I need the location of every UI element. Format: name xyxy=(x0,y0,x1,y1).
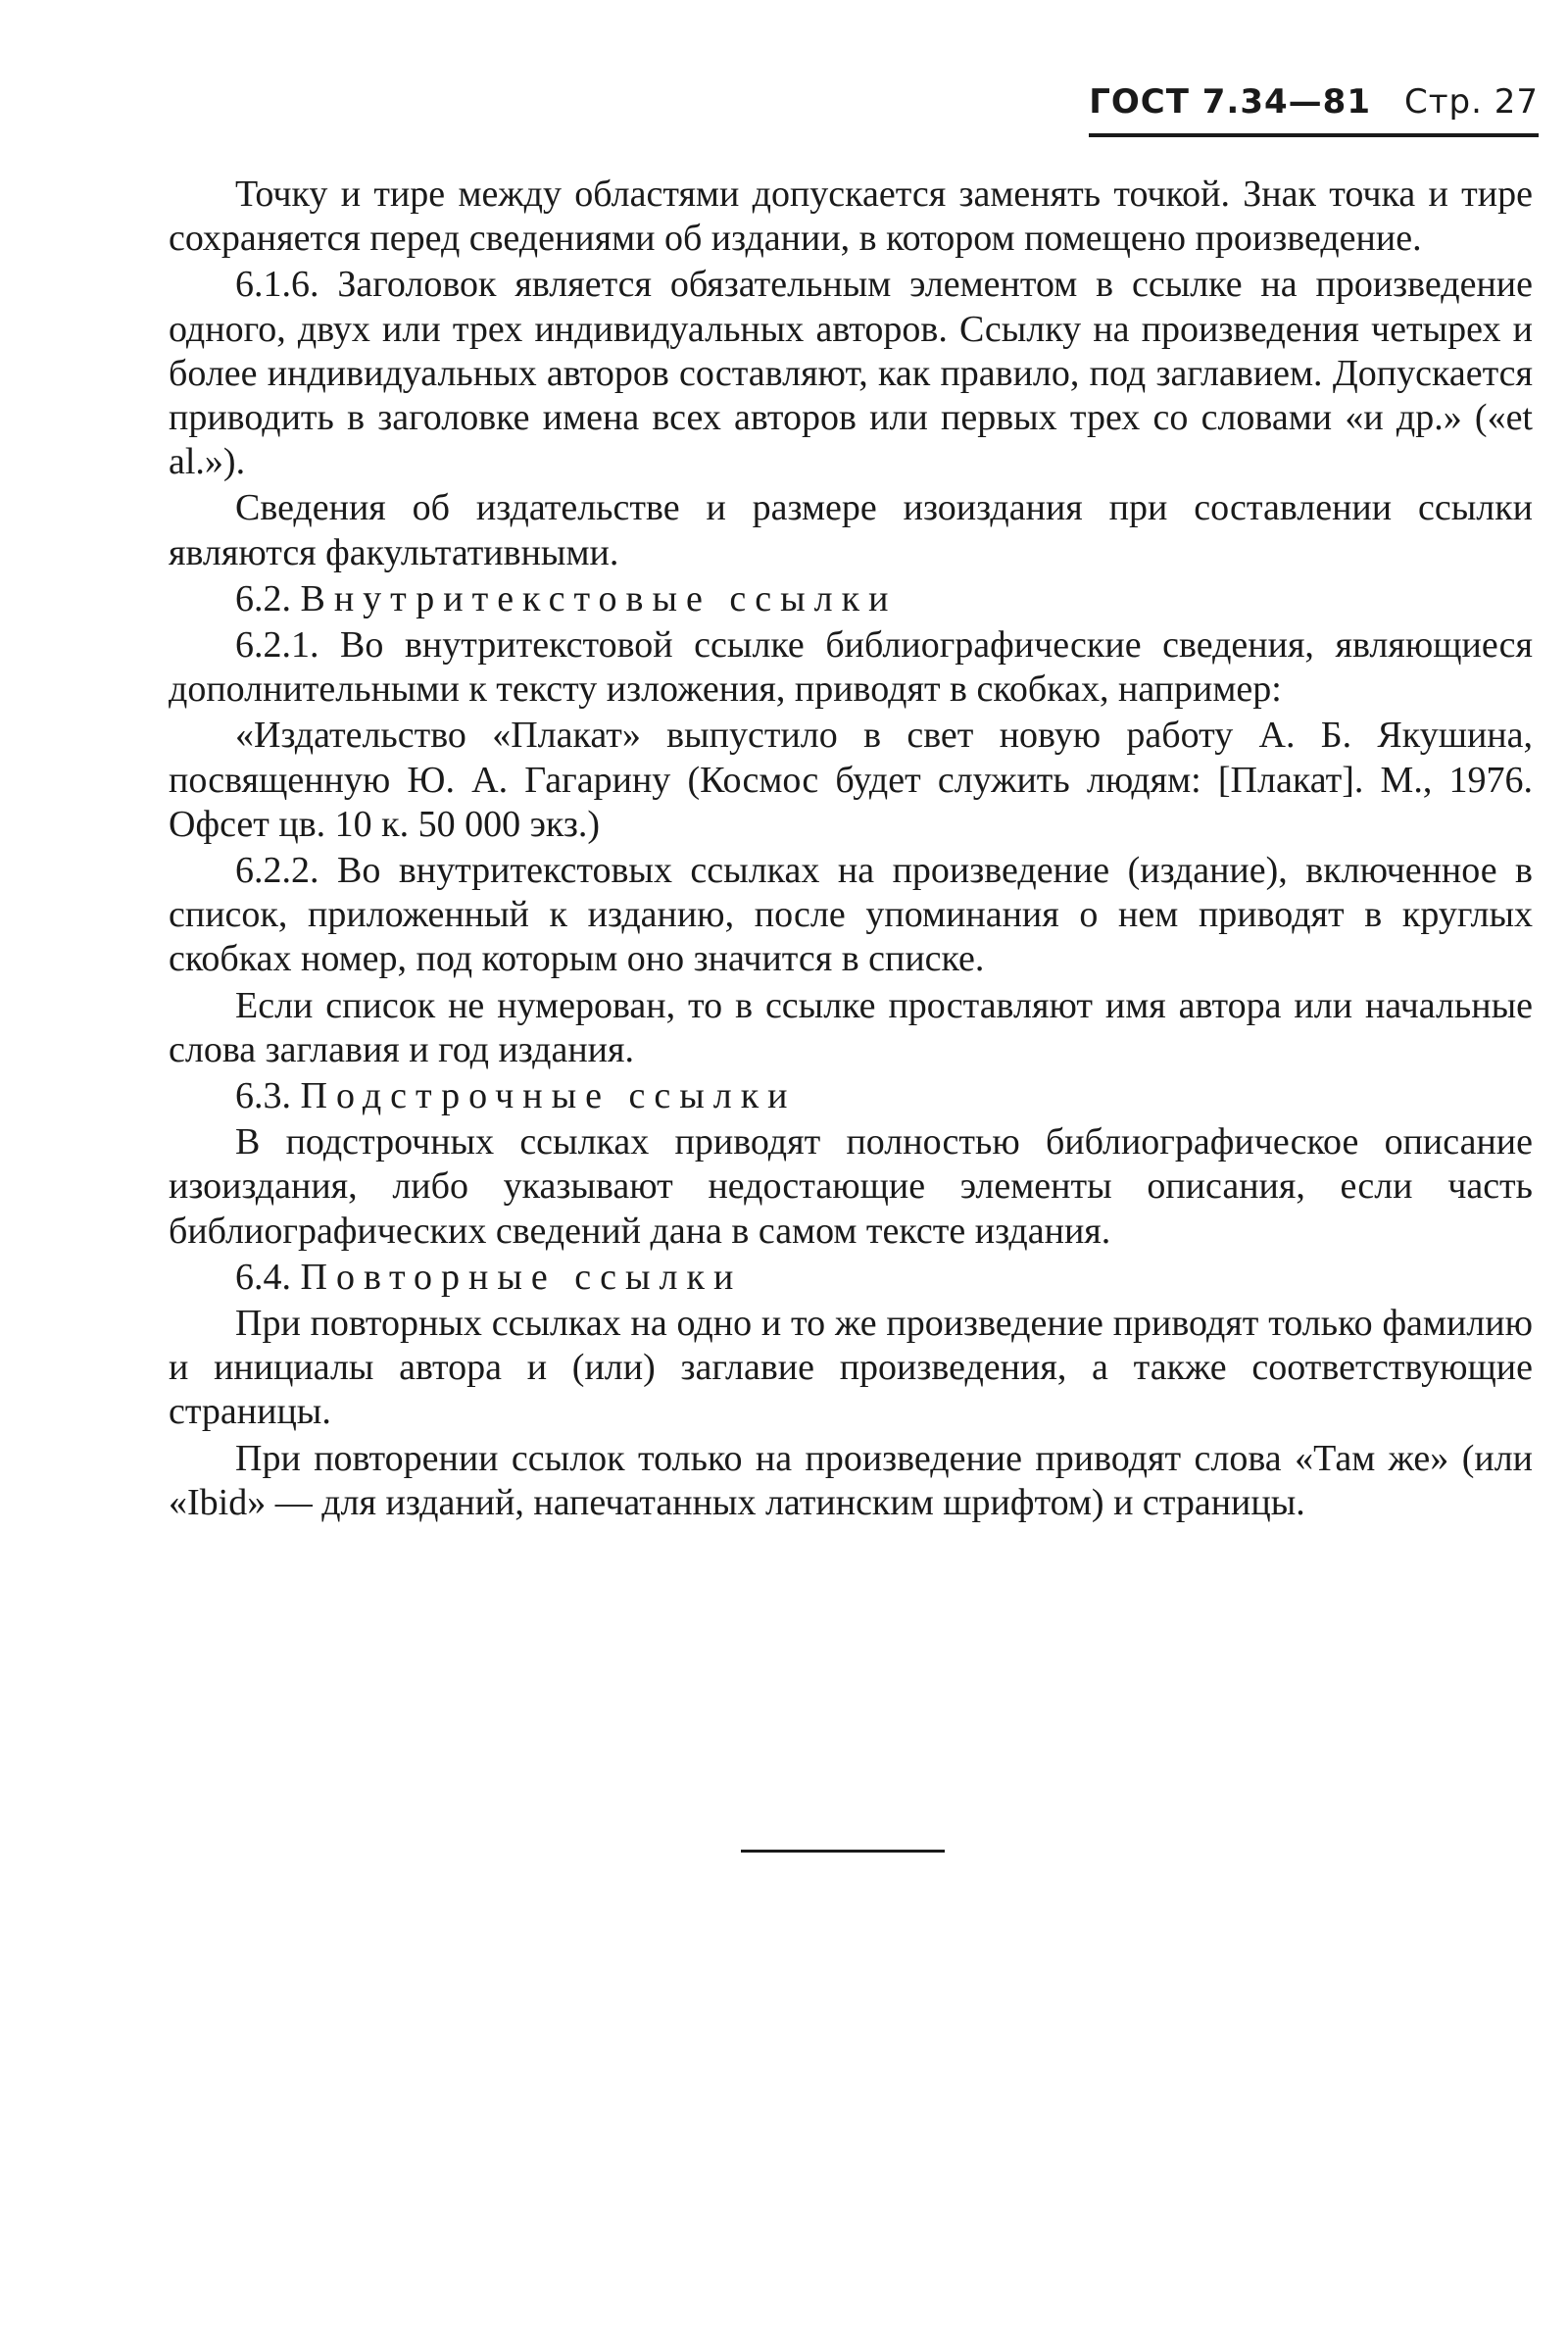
paragraph-6-3-1: В подстрочных ссылках приводят полностью библиографическое описание изоиздания, либо указывают недостающие элементы описания, если часть библиографических сведений дана в самом тексте издания. xyxy=(169,1121,1533,1252)
paragraph-intro: Точку и тире между областями допускается заменять точкой. Знак точка и тире сохраняется перед сведениями об издании, в котором помещено произведение. xyxy=(169,173,1533,260)
section-heading-6-2 xyxy=(169,577,1533,621)
section-title: Внутритекстовые ссылки xyxy=(300,577,898,619)
page-header xyxy=(1089,82,1539,137)
paragraph-example: «Издательство «Плакат» выпустило в свет новую работу А. Б. Якушина, посвященную Ю. А. Гагарину (Космос будет служить людям: [Плакат]. М., 1976. Офсет цв. 10 к. 50 000 экз.) xyxy=(169,715,1533,845)
paragraph-6-2-2: 6.2.2. Во внутритекстовых ссылках на произведение (издание), включенное в список, приложенный к изданию, после упоминания о нем приводят в круглых скобках номер, под которым оно значится в списке. xyxy=(169,850,1533,980)
document-body xyxy=(169,173,1533,1527)
paragraph-6-4-1: При повторных ссылках на одно и то же произведение приводят только фамилию и инициалы автора и (или) заглавие произведения, а также соответствующие страницы. xyxy=(169,1303,1533,1433)
section-heading-6-4 xyxy=(169,1256,1533,1300)
paragraph-6-1-6: 6.1.6. Заголовок является обязательным элементом в ссылке на произведение одного, двух или трех индивидуальных авторов. Ссылку на произведения четырех и более индивидуальных авторов составляют, как правило, под заглавием. Допускается приводить в заголовке имена всех авторов или первых трех со словами «и др.» («et al.»). xyxy=(169,264,1533,483)
page-number: Стр. 27 xyxy=(1403,82,1539,122)
section-number: 6.2. xyxy=(235,577,291,619)
section-title: Подстрочные ссылки xyxy=(300,1075,797,1117)
paragraph-unnumbered-list: Если список не нумерован, то в ссылке проставляют имя автора или начальные слова заглавия и год издания. xyxy=(169,984,1533,1070)
end-rule-divider xyxy=(741,1850,945,1853)
section-title: Повторные ссылки xyxy=(300,1256,743,1298)
paragraph-6-4-2: При повторении ссылок только на произведение приводят слова «Там же» (или «Ibid» — для изданий, напечатанных латинским шрифтом) и страницы. xyxy=(169,1437,1533,1523)
paragraph-publisher-info: Сведения об издательстве и размере изоиздания при составлении ссылки являются факультативными. xyxy=(169,487,1533,573)
section-number: 6.3. xyxy=(235,1075,291,1117)
section-heading-6-3 xyxy=(169,1074,1533,1118)
standard-number: ГОСТ 7.34—81 xyxy=(1089,82,1371,122)
paragraph-6-2-1: 6.2.1. Во внутритекстовой ссылке библиографические сведения, являющиеся дополнительными к тексту изложения, приводят в скобках, например: xyxy=(169,624,1533,711)
section-number: 6.4. xyxy=(235,1256,291,1298)
